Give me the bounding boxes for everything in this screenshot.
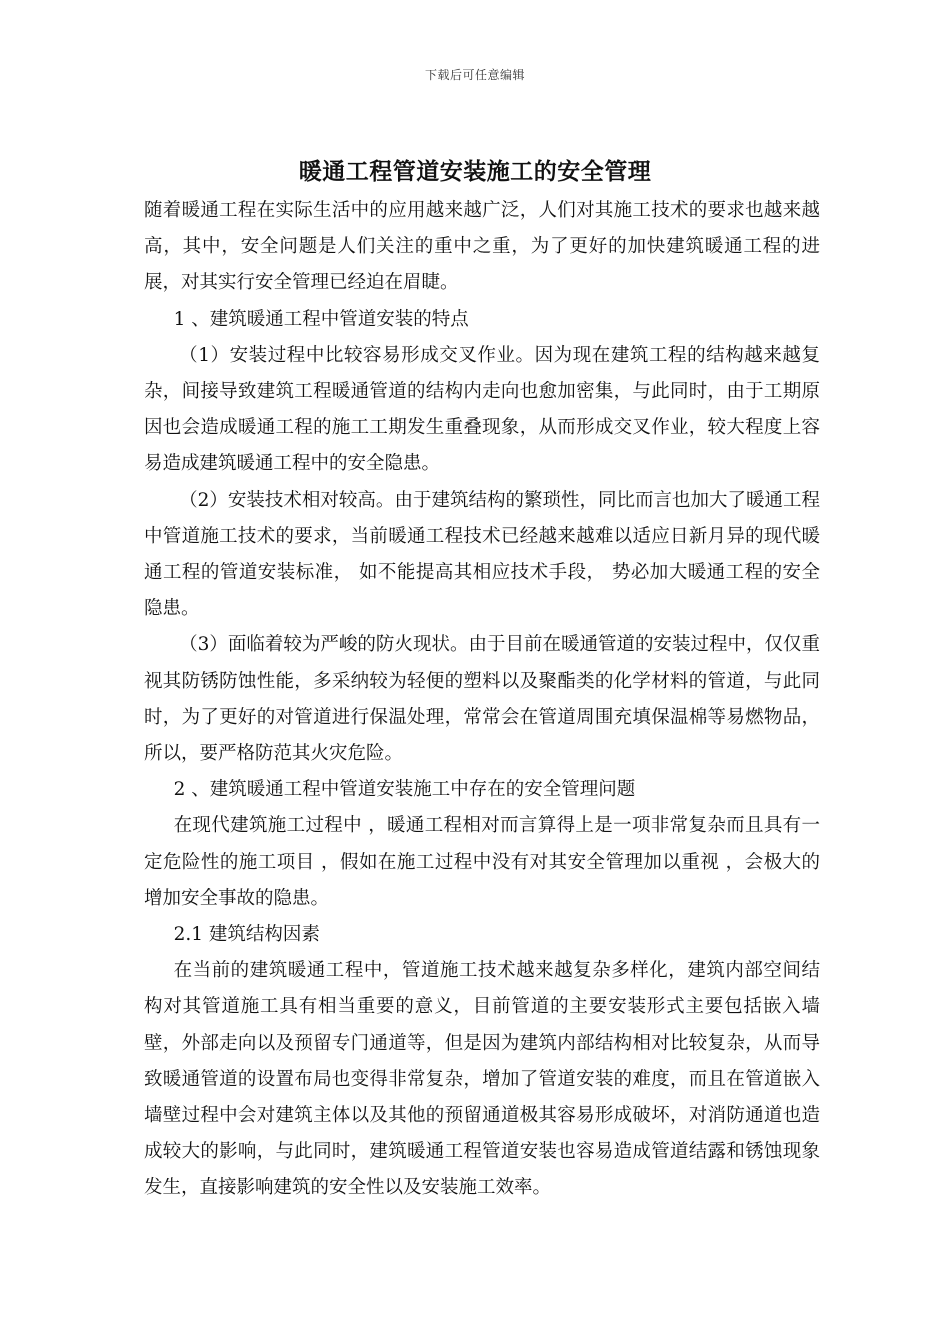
subsection-heading-2-1: 2.1 建筑结构因素 — [173, 924, 320, 946]
document-title: 暖通工程管道安装施工的安全管理 — [298, 158, 652, 185]
document-body — [144, 193, 820, 1207]
intro-paragraph: 随着暖通工程在实际生活中的应用越来越广泛，人们对其施工技术的要求也越来越高，其中，安全问题是人们关注的重中之重，为了更好的加快建筑暖通工程的进展，对其实行安全管理已经迫在眉睫。 — [144, 200, 820, 294]
paragraph-point-2: （2）安装技术相对较高。由于建筑结构的繁琐性，同比而言也加大了暖通工程中管道施工技术的要求，当前暖通工程技术已经越来越难以适应日新月异的现代暖通工程的管道安装标准， 如不能提高其相应技术手段， 势必加大暖通工程的安全隐患。 — [144, 489, 820, 620]
page-header-note: 下载后可任意编辑 — [424, 68, 525, 82]
paragraph-section-2-intro: 在现代建筑施工过程中 ，暖通工程相对而言算得上是一项非常复杂而且具有一定危险性的施工项目 ，假如在施工过程中没有对其安全管理加以重视 ，会极大的增加安全事故的隐患。 — [144, 815, 820, 909]
paragraph-point-3: （3）面临着较为严峻的防火现状。由于目前在暖通管道的安装过程中，仅仅重视其防锈防蚀性能，多采纳较为轻便的塑料以及聚酯类的化学材料的管道，与此同时，为了更好的对管道进行保温处理，常常会在管道周围充填保温棉等易燃物品，所以，要严格防范其火灾危险。 — [144, 634, 820, 765]
paragraph-point-1: （1）安装过程中比较容易形成交叉作业。因为现在建筑工程的结构越来越复杂，间接导致建筑工程暖通管道的结构内走向也愈加密集，与此同时，由于工期原因也会造成暖通工程的施工工期发生重叠现象，从而形成交叉作业，较大程度上容易造成建筑暖通工程中的安全隐患。 — [144, 344, 820, 475]
paragraph-structure-factors: 在当前的建筑暖通工程中，管道施工技术越来越复杂多样化，建筑内部空间结构对其管道施工具有相当重要的意义，目前管道的主要安装形式主要包括嵌入墙壁，外部走向以及预留专门通道等，但是因为建筑内部结构相对比较复杂，从而导致暖通管道的设置布局也变得非常复杂，增加了管道安装的难度，而且在管道嵌入墙壁过程中会对建筑主体以及其他的预留通道极其容易形成破坏，对消防通道也造成较大的影响，与此同时，建筑暖通工程管道安装也容易造成管道结露和锈蚀现象发生，直接影响建筑的安全性以及安装施工效率。 — [144, 960, 820, 1199]
section-heading-2: 2 、建筑暖通工程中管道安装施工中存在的安全管理问题 — [173, 779, 636, 801]
section-heading-1: 1 、建筑暖通工程中管道安装的特点 — [173, 308, 469, 330]
